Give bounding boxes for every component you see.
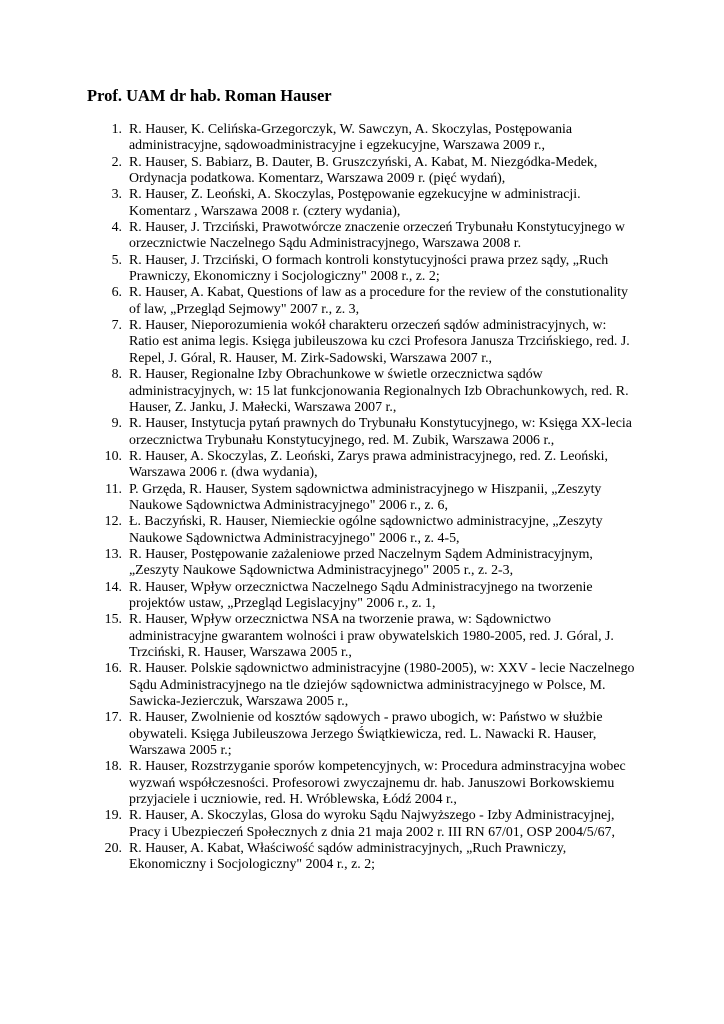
- list-item-number: 8.: [111, 367, 122, 383]
- list-item: [95, 449, 635, 482]
- list-item-number: 19.: [104, 808, 122, 824]
- list-item-number: 12.: [104, 514, 122, 530]
- list-item-number: 5.: [111, 252, 122, 268]
- list-item-number: 13.: [104, 546, 122, 562]
- list-item-number: 16.: [104, 661, 122, 677]
- list-item-number: 2.: [111, 154, 122, 170]
- list-item-number: 1.: [111, 122, 122, 137]
- list-item: [95, 612, 635, 661]
- list-item-text: R. Hauser, Instytucja pytań prawnych do Trybunału Konstytucyjnego, w: Księga XX-lecia orzecznictwa Trybunału Konstytucyjnego, red. M. Zubik, Warszawa 2006 r.,: [129, 416, 632, 448]
- list-item: [95, 122, 635, 155]
- list-item: [95, 318, 635, 367]
- list-item: [95, 580, 635, 613]
- list-item: [95, 514, 635, 547]
- list-item-text: R. Hauser, A. Kabat, Właściwość sądów administracyjnych, „Ruch Prawniczy, Ekonomiczny i Socjologiczny" 2004 r., z. 2;: [129, 841, 567, 873]
- list-item-text: R. Hauser, Z. Leoński, A. Skoczylas, Postępowanie egzekucyjne w administracji. Komentarz , Warszawa 2008 r. (cztery wydania),: [129, 187, 581, 219]
- list-item: [95, 710, 635, 759]
- list-item-text: R. Hauser, Wpływ orzecznictwa NSA na tworzenie prawa, w: Sądownictwo administracyjne gwarantem wolności i praw obywatelskich 1980-2005, red. J. Góral, J. Trzciński, R. Hauser, Warszawa 2005 r.,: [129, 612, 614, 660]
- list-item: [95, 547, 635, 580]
- list-item-text: R. Hauser, J. Trzciński, Prawotwórcze znaczenie orzeczeń Trybunału Konstytucyjnego w orzecznictwie Naczelnego Sądu Administracyjnego, Warszawa 2008 r.: [129, 220, 625, 252]
- list-item: [95, 187, 635, 220]
- list-item-text: R. Hauser, S. Babiarz, B. Dauter, B. Gruszczyński, A. Kabat, M. Niezgódka-Medek, Ordynacja podatkowa. Komentarz, Warszawa 2009 r. (pięć wydań),: [129, 154, 598, 187]
- list-item-number: 6.: [111, 285, 122, 301]
- list-item: [95, 482, 635, 515]
- list-item-text: R. Hauser, Postępowanie zażaleniowe przed Naczelnym Sądem Administracyjnym, „Zeszyty Naukowe Sądownictwa Administracyjnego" 2005 r., z. 2-3,: [129, 546, 593, 579]
- list-item: [95, 285, 635, 318]
- list-item-text: R. Hauser, A. Kabat, Questions of law as a procedure for the review of the constutionality of law, „Przegląd Sejmowy" 2007 r., z. 3,: [129, 285, 628, 317]
- list-item-text: R. Hauser, A. Skoczylas, Glosa do wyroku Sądu Najwyższego - Izby Administracyjnej, Pracy i Ubezpieczeń Społecznych z dnia 21 maja 2002 r. III RN 67/01, OSP 2004/5/67,: [129, 808, 615, 840]
- list-item-number: 18.: [104, 759, 122, 775]
- list-item-text: R. Hauser, A. Skoczylas, Z. Leoński, Zarys prawa administracyjnego, red. Z. Leoński, Warszawa 2006 r. (dwa wydania),: [129, 448, 608, 481]
- list-item-number: 20.: [104, 841, 122, 857]
- list-item: [95, 253, 635, 286]
- list-item-number: 17.: [104, 710, 122, 726]
- list-item-number: 10.: [104, 448, 122, 464]
- publication-list: [95, 122, 635, 874]
- list-item: [95, 367, 635, 416]
- list-item-number: 4.: [111, 220, 122, 236]
- list-item-text: Ł. Baczyński, R. Hauser, Niemieckie ogólne sądownictwo administracyjne, „Zeszyty Naukowe Sądownictwa Administracyjnego" 2006 r., z. 4-5,: [129, 514, 603, 546]
- list-item-text: R. Hauser, Zwolnienie od kosztów sądowych - prawo ubogich, w: Państwo w służbie obywateli. Księga Jubileuszowa Jerzego Świątkiewicza, red. L. Nawacki R. Hauser, Warszawa 2005 r.;: [129, 710, 603, 759]
- list-item-number: 15.: [104, 612, 122, 628]
- list-item: [95, 661, 635, 710]
- list-item: [95, 220, 635, 253]
- list-item-text: R. Hauser, Nieporozumienia wokół charakteru orzeczeń sądów administracyjnych, w: Ratio est anima legis. Księga jubileuszowa ku czci Profesora Janusza Trzcińskiego, red. J. Repel, J. Góral, R. Hauser, M. Zirk-Sadowski, Warszawa 2007 r.,: [129, 318, 630, 366]
- list-item: [95, 416, 635, 449]
- list-item-text: R. Hauser, Rozstrzyganie sporów kompetencyjnych, w: Procedura adminstracyjna wobec wyzwań współczesności. Profesorowi zwyczajnemu dr. hab. Januszowi Borkowskiemu przyjaciele i uczniowie, red. H. Wróblewska, Łódź 2004 r.,: [129, 759, 626, 808]
- list-item-number: 3.: [111, 187, 122, 203]
- list-item-number: 9.: [111, 416, 122, 432]
- list-item-text: R. Hauser. Polskie sądownictwo administracyjne (1980-2005), w: XXV - lecie Naczelnego Sądu Administracyjnego na tle dziejów sądownictwa administracyjnego w Polsce, M. Sawicka-Jezierczuk, Warszawa 2005 r.,: [129, 661, 635, 710]
- list-item-text: R. Hauser, Wpływ orzecznictwa Naczelnego Sądu Administracyjnego na tworzenie projektów ustaw, „Przegląd Legislacyjny" 2006 r., z. 1,: [129, 579, 593, 611]
- list-item-text: P. Grzęda, R. Hauser, System sądownictwa administracyjnego w Hiszpanii, „Zeszyty Naukowe Sądownictwa Administracyjnego" 2006 r., z. 6,: [129, 481, 602, 513]
- list-item-number: 11.: [105, 481, 122, 497]
- list-item-text: R. Hauser, J. Trzciński, O formach kontroli konstytucyjności prawa przez sądy, „Ruch Prawniczy, Ekonomiczny i Socjologiczny" 2008 r., z. 2;: [129, 252, 609, 285]
- list-item: [95, 841, 635, 874]
- list-item-text: R. Hauser, K. Celińska-Grzegorczyk, W. Sawczyn, A. Skoczylas, Postępowania administracyjne, sądowoadministracyjne i egzekucyjne, Warszawa 2009 r.,: [129, 122, 573, 154]
- list-item: [95, 759, 635, 808]
- list-item: [95, 808, 635, 841]
- list-item-number: 14.: [104, 579, 122, 595]
- page-title: Prof. UAM dr hab. Roman Hauser: [87, 86, 332, 105]
- list-item-text: R. Hauser, Regionalne Izby Obrachunkowe w świetle orzecznictwa sądów administracyjnych, w: 15 lat funkcjonowania Regionalnych Izb Obrachunkowych, red. R. Hauser, Z. Janku, J. Małecki, Warszawa 2007 r.,: [129, 367, 629, 415]
- list-item: [95, 155, 635, 188]
- list-item-number: 7.: [111, 318, 122, 334]
